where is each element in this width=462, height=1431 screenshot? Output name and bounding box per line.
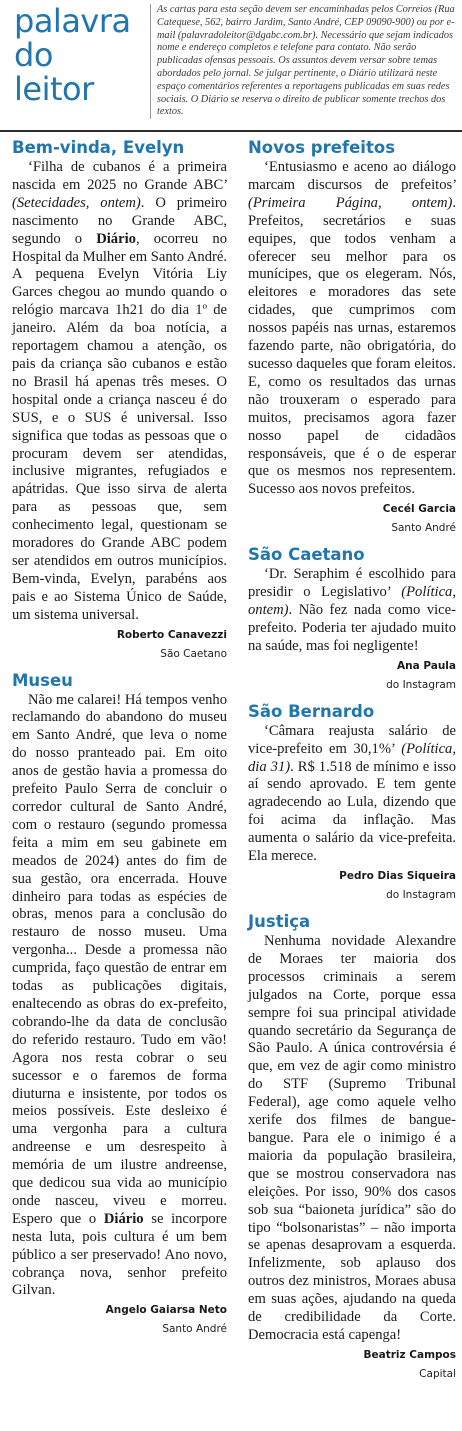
letter-text: , ocorreu no Hospital da Mulher em Santo André. A pequena Evelyn Vitória Liy Garces chegou ao mundo quando o relógio marcava 1h21 do dia 1º de janeiro. Além da boa notícia, a reportagem chamou a atenção, os pais da criança são cubanos e estão no Brasil há apenas três meses. O hospital onde a criança nasceu é do SUS, e o SUS é universal. Isso significa que todas as pessoas que o procuram devem ser atendidas, inclusive migrantes, refugiados e apátridas. Que isso sirva de alerta para as pessoas que, sem conhecimento legal, questionam se moradores do Grande ABC podem ser atendidos em outros municípios. Bem-vinda, Evelyn, parabéns aos pais e ao Sistema Único de Saúde, um sistema universal.: [12, 230, 227, 623]
letter-author: Ana Paula: [396, 659, 456, 672]
letter-source: (Setecidades, ontem): [12, 194, 141, 211]
letter-title: Novos prefeitos: [248, 138, 396, 157]
letter-source: (Política, dia 31): [248, 740, 456, 775]
left-column: [12, 138, 227, 1346]
submission-guidelines: As cartas para esta seção devem ser encaminhadas pelos Correios (Rua Catequese, 562, bairro Jardim, Santo André, CEP 09090-900) ou por e-mail (palavradoleitor@dgabc.com.br). Necessário que sejam indicados nome e endereço completos e telefone para contato. Não serão publicadas ofensas pessoais. Os assuntos devem versar sobre temas abordados pelo jornal. Se julgar pertinente, o Diário utilizará neste espaço comentários referentes a reportagens publicadas em suas redes sociais. O Diário se reserva o direito de publicar somente trechos dos textos.: [150, 4, 461, 119]
letter-author: Angelo Gaiarsa Neto: [105, 1304, 227, 1317]
masthead-line-1: palavra: [14, 2, 131, 40]
newspaper-name: Diário: [96, 230, 136, 247]
letter-quote: ‘Câmara reajusta salário de vice-prefeito em 30,1%’: [248, 722, 456, 757]
letter-place: do Instagram: [386, 889, 456, 901]
letter-place: Santo André: [162, 1323, 227, 1336]
letter-quote: ‘Filha de cubanos é a primeira nascida em 2025 no Grande ABC’: [12, 159, 227, 193]
letter-justica: [248, 912, 456, 1381]
letter-place: Capital: [419, 1367, 456, 1380]
letter-body: [12, 159, 227, 625]
letter-body: [248, 159, 456, 499]
letter-title: Justiça: [248, 912, 311, 931]
letter-title: Museu: [12, 670, 73, 690]
letter-place: Santo André: [391, 522, 456, 535]
header-divider: [0, 130, 462, 132]
section-masthead: [14, 4, 138, 106]
letter-text: . Não fez nada como vice-prefeito. Poderia ter ajudado muito na saúde, mas foi negligente!: [248, 602, 456, 654]
letter-text: Não me calarei! Há tempos venho reclamando do abandono do museu em Santo André, que leva o nome do nosso pranteado pai. Em oito anos de gestão havia a promessa do prefeito Paulo Serra de concluir o corredor cultural de Santo André, com o restauro (segundo promessa feita a mim em seu gabinete em meados de 2024) antes do fim de sua gestão, ora encerrada. Houve dinheiro para todas as espécies de obras, menos para a conclusão do restauro de nosso museu. Uma vergonha... Desde a promessa não cumprida, faço questão de entrar em todas as publicações digitais, enaltecendo as obras do ex-prefeito, cobrando-lhe da data de conclusão do referido restauro. Tudo em vão! Agora nos resta cobrar o seu sucessor e o faremos de forma diuturna e insistente, por todos os meios possíveis. Este desleixo é uma vergonha para a cultura andreense e um desrespeito à memória de um ilustre andreense, que dedicou sua vida ao município onde nasceu, viveu e morreu. Espero que o: [12, 691, 227, 1227]
page-header: [0, 0, 462, 130]
letter-source: (Política, ontem): [248, 584, 456, 619]
letter-bem-vinda-evelyn: [12, 138, 227, 661]
right-column: [248, 138, 456, 1391]
letter-text: Nenhuma novidade Alexandre de Moraes ter maioria dos processos criminais a serem julgados na Corte, porque essa sempre foi sua principal atividade quando secretário da Segurança de São Paulo. A única controvérsia é que, em vez de agir como ministro do STF (Supremo Tribunal Federal), age como aquele velho xerife dos filmes de bangue-bangue. Para ele o inimigo é a maioria da população brasileira, que se mostrou conservadora nas eleições. Por isso, 90% dos casos sob sua “baioneta jurídica” são do tipo “bolsonaristas” – não importa se apenas desaprovam a esquerda. Infelizmente, sob aplauso dos outros dez ministros, Moraes abusa em suas ações, ajudando na queda de credibilidade da Corte. Democracia está capenga!: [248, 933, 456, 1343]
letter-text: . O primeiro nascimento no Grande ABC, segundo o: [12, 194, 227, 247]
letter-title: São Bernardo: [248, 701, 375, 721]
letter-author: Beatriz Campos: [363, 1348, 456, 1361]
letter-museu: [12, 671, 227, 1337]
letter-source: (Primeira Página, ontem): [248, 194, 453, 211]
masthead-line-2: do leitor: [14, 36, 94, 108]
letter-body: [248, 723, 456, 866]
letter-novos-prefeitos: [248, 138, 456, 535]
letter-quote: ‘Dr. Seraphim é escolhido para presidir o Legislativo’: [248, 566, 456, 601]
letter-text: se incorpore nesta luta, pois cultura é um bem público a ser preservado! Ano novo, cobrança nova, senhor prefeito Gilvan.: [12, 1210, 227, 1299]
letter-text: . R$ 1.518 de mínimo e isso aí sendo aprovado. E tem gente agradecendo ao Lula, dizendo que foi acima da inflação. Mas aumenta o salário da vice-prefeita. Ela merece.: [248, 758, 456, 865]
letter-place: do Instagram: [386, 678, 456, 691]
letter-title: Bem-vinda, Evelyn: [12, 138, 185, 157]
letter-body: [12, 692, 227, 1301]
letter-title: São Caetano: [248, 545, 365, 565]
letter-place: São Caetano: [160, 647, 227, 660]
letter-author: Roberto Canavezzi: [116, 628, 227, 641]
letter-text: . Prefeitos, secretários e suas equipes, que todos venham a oferecer seu melhor para os munícipes, que os elegeram. Nós, eleitores e moradores das sete cidades, que cumprimos com nossos papéis nas urnas, estaremos fazendo parte, não obrigatória, do sucesso daqueles que foram eleitos. E, como os resultados das urnas não trouxeram o esperado para muitos, precisamos agora fazer nosso papel de cidadãos responsáveis, que é o de esperar que os mesmos nos representem. Sucesso aos novos prefeitos.: [248, 194, 456, 498]
letter-sao-caetano: [248, 545, 456, 692]
letter-body: [248, 933, 456, 1345]
letter-sao-bernardo: [248, 702, 456, 902]
letter-body: [248, 566, 456, 656]
newspaper-name: Diário: [103, 1210, 144, 1227]
letter-quote: ‘Entusiasmo e aceno ao diálogo marcam discursos de prefeitos’: [248, 159, 456, 193]
letter-author: Cecél Garcia: [382, 503, 456, 516]
letter-author: Pedro Dias Siqueira: [339, 870, 456, 882]
